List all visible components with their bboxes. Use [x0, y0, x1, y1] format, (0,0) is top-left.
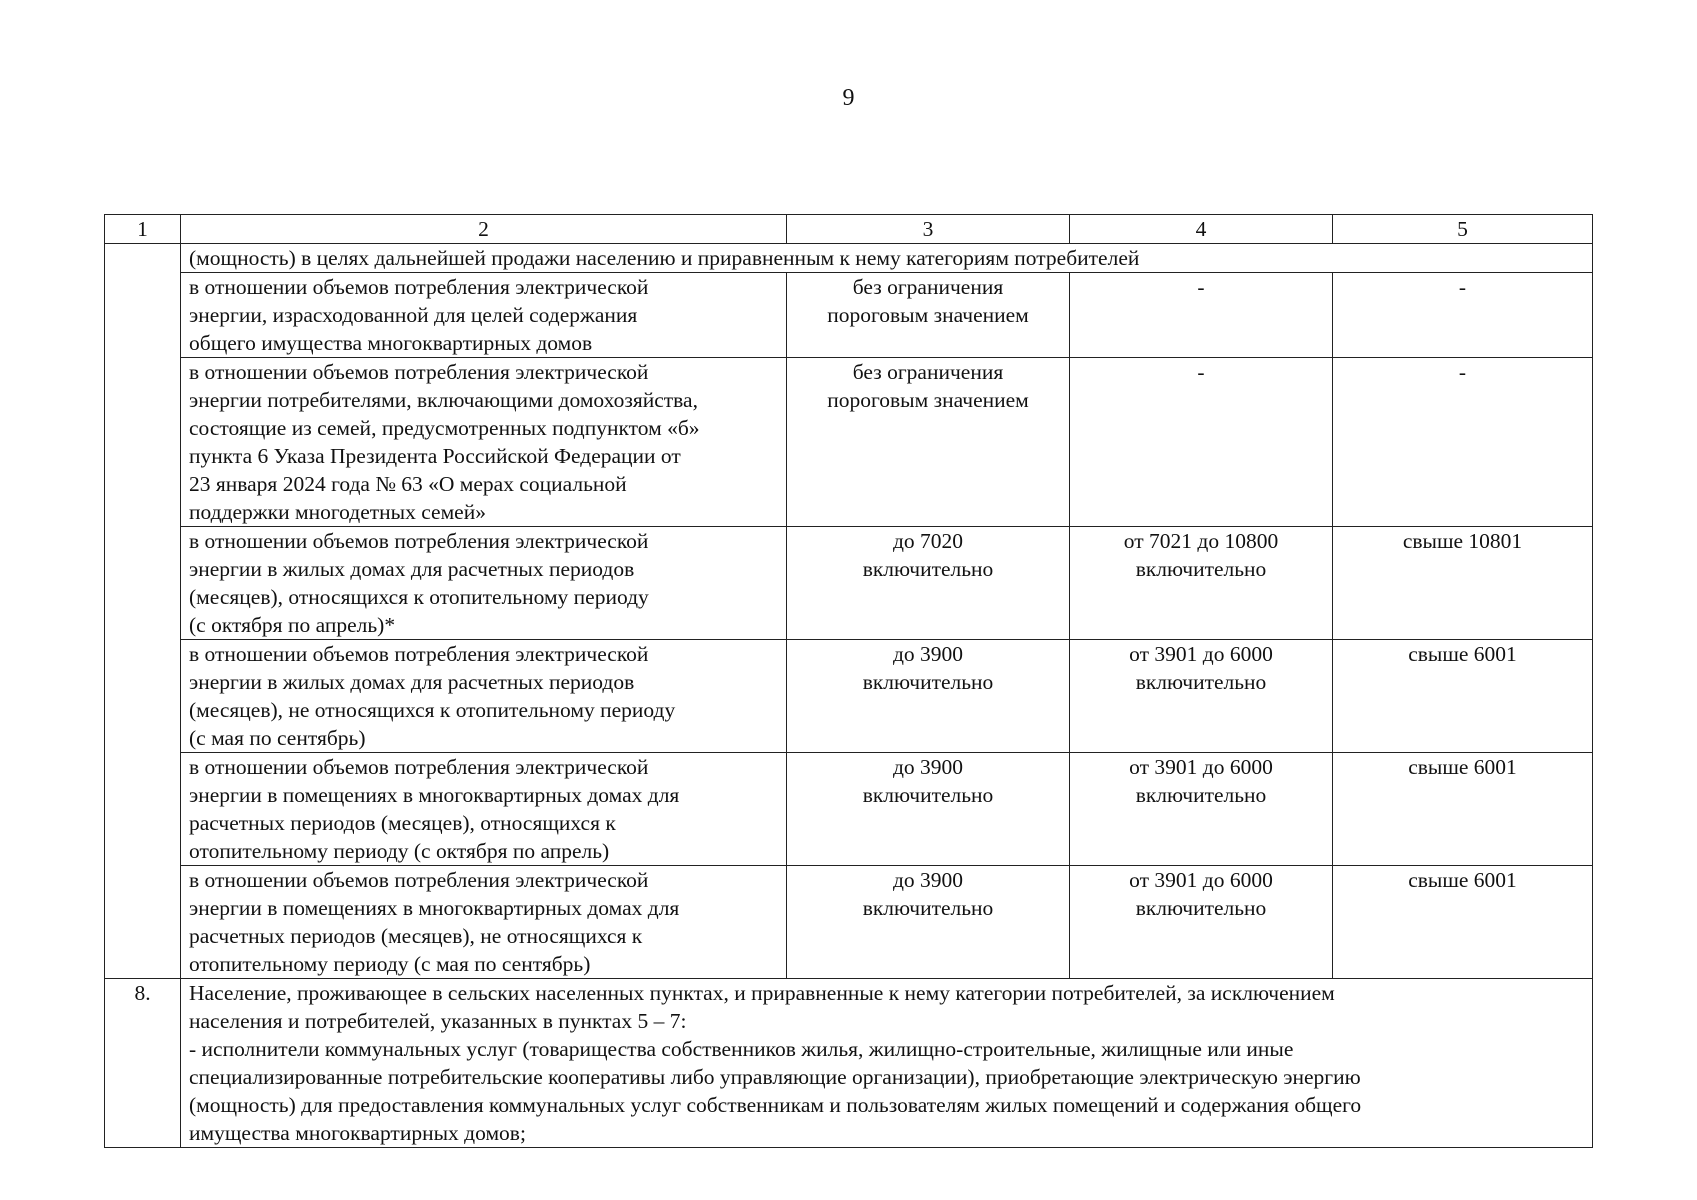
text-line: Население, проживающее в сельских населенных пунктах, и приравненные к нему категории потребителей, за исключением	[189, 981, 1335, 1005]
text-line: энергии в жилых домах для расчетных периодов	[189, 670, 635, 694]
table-row	[105, 358, 1593, 527]
text-line: (месяцев), не относящихся к отопительному периоду	[189, 698, 676, 722]
header-row	[105, 215, 1593, 244]
text-line: -	[1458, 360, 1467, 384]
text-line: 23 января 2024 года № 63 «О мерах социальной	[189, 472, 627, 496]
threshold-3	[1333, 866, 1593, 979]
table-row	[105, 273, 1593, 358]
row-description	[181, 866, 787, 979]
text-line: включительно	[1135, 670, 1267, 694]
text-line: до 3900	[892, 755, 964, 779]
text-line: пороговым значением	[827, 303, 1029, 327]
text-line: свыше 10801	[1402, 529, 1523, 553]
page-number: 9	[842, 85, 855, 111]
table-row	[105, 527, 1593, 640]
text-line: включительно	[1135, 783, 1267, 807]
text-line: состоящие из семей, предусмотренных подпунктом «б»	[189, 416, 700, 440]
section-number: 8.	[105, 979, 181, 1148]
text-line: (с мая по сентябрь)	[189, 726, 366, 750]
row-description	[181, 640, 787, 753]
text-line: без ограничения	[852, 275, 1004, 299]
row-description	[181, 273, 787, 358]
text-line: энергии, израсходованной для целей содержания	[189, 303, 638, 327]
text-line: пороговым значением	[827, 388, 1029, 412]
threshold-1	[787, 753, 1070, 866]
row-description	[181, 753, 787, 866]
threshold-1	[787, 358, 1070, 527]
intro-row	[105, 244, 1593, 273]
text-line: -	[1458, 275, 1467, 299]
text-line: энергии в жилых домах для расчетных периодов	[189, 557, 635, 581]
row-description	[181, 527, 787, 640]
threshold-2	[1070, 527, 1333, 640]
text-line: до 7020	[892, 529, 964, 553]
text-line: включительно	[862, 783, 994, 807]
header-cell-5: 5	[1333, 215, 1593, 244]
text-line: отопительному периоду (с октября по апрель)	[189, 839, 610, 863]
header-cell-3: 3	[787, 215, 1070, 244]
threshold-2	[1070, 358, 1333, 527]
intro-text: (мощность) в целях дальнейшей продажи населению и приравненным к нему категориям потребителей	[181, 244, 1593, 273]
threshold-3	[1333, 358, 1593, 527]
header-cell-2: 2	[181, 215, 787, 244]
text-line: включительно	[862, 557, 994, 581]
table-row	[105, 753, 1593, 866]
text-line: включительно	[1135, 896, 1267, 920]
text-line: от 3901 до 6000	[1129, 755, 1273, 779]
text-line: в отношении объемов потребления электрической	[189, 360, 649, 384]
threshold-2	[1070, 273, 1333, 358]
text-line: общего имущества многоквартирных домов	[189, 331, 593, 355]
text-line: специализированные потребительские кооперативы либо управляющие организации), приобретающие электрическую энергию	[189, 1065, 1361, 1089]
text-line: отопительному периоду (с мая по сентябрь)	[189, 952, 591, 976]
row-number-blank	[105, 244, 181, 979]
text-line: до 3900	[892, 642, 964, 666]
threshold-2	[1070, 640, 1333, 753]
text-line: включительно	[1135, 557, 1267, 581]
threshold-2	[1070, 866, 1333, 979]
text-line: от 3901 до 6000	[1129, 868, 1273, 892]
text-line: - исполнители коммунальных услуг (товарищества собственников жилья, жилищно-строительные, жилищные или иные	[189, 1037, 1294, 1061]
text-line: -	[1197, 275, 1205, 299]
text-line: поддержки многодетных семей»	[189, 500, 486, 524]
threshold-2	[1070, 753, 1333, 866]
text-line: включительно	[862, 670, 994, 694]
text-line: свыше 6001	[1408, 642, 1517, 666]
text-line: в отношении объемов потребления электрической	[189, 755, 649, 779]
threshold-3	[1333, 273, 1593, 358]
text-line: в отношении объемов потребления электрической	[189, 275, 649, 299]
section-8-text	[181, 979, 1593, 1148]
text-line: от 7021 до 10800	[1123, 529, 1279, 553]
threshold-1	[787, 866, 1070, 979]
text-line: населения и потребителей, указанных в пунктах 5 – 7:	[189, 1009, 687, 1033]
text-line: в отношении объемов потребления электрической	[189, 529, 649, 553]
threshold-1	[787, 527, 1070, 640]
text-line: в отношении объемов потребления электрической	[189, 642, 649, 666]
text-line: в отношении объемов потребления электрической	[189, 868, 649, 892]
text-line: (месяцев), относящихся к отопительному периоду	[189, 585, 649, 609]
tariff-table	[104, 214, 1593, 1148]
table-row	[105, 866, 1593, 979]
threshold-3	[1333, 640, 1593, 753]
text-line: включительно	[862, 896, 994, 920]
threshold-3	[1333, 527, 1593, 640]
text-line: свыше 6001	[1408, 868, 1517, 892]
header-cell-4: 4	[1070, 215, 1333, 244]
text-line: расчетных периодов (месяцев), относящихся к	[189, 811, 616, 835]
threshold-1	[787, 640, 1070, 753]
text-line: свыше 6001	[1408, 755, 1517, 779]
row-description	[181, 358, 787, 527]
text-line: энергии в помещениях в многоквартирных домах для	[189, 783, 680, 807]
text-line: до 3900	[892, 868, 964, 892]
text-line: от 3901 до 6000	[1129, 642, 1273, 666]
text-line: расчетных периодов (месяцев), не относящихся к	[189, 924, 643, 948]
section-8-row	[105, 979, 1593, 1148]
header-cell-1: 1	[105, 215, 181, 244]
text-line: имущества многоквартирных домов;	[189, 1121, 526, 1145]
text-line: (мощность) для предоставления коммунальных услуг собственникам и пользователям жилых помещений и содержания общего	[189, 1093, 1362, 1117]
text-line: (с октября по апрель)*	[189, 613, 396, 637]
text-line: пункта 6 Указа Президента Российской Федерации от	[189, 444, 681, 468]
table-row	[105, 640, 1593, 753]
text-line: энергии в помещениях в многоквартирных домах для	[189, 896, 680, 920]
threshold-1	[787, 273, 1070, 358]
threshold-3	[1333, 753, 1593, 866]
text-line: энергии потребителями, включающими домохозяйства,	[189, 388, 698, 412]
text-line: без ограничения	[852, 360, 1004, 384]
text-line: -	[1197, 360, 1205, 384]
